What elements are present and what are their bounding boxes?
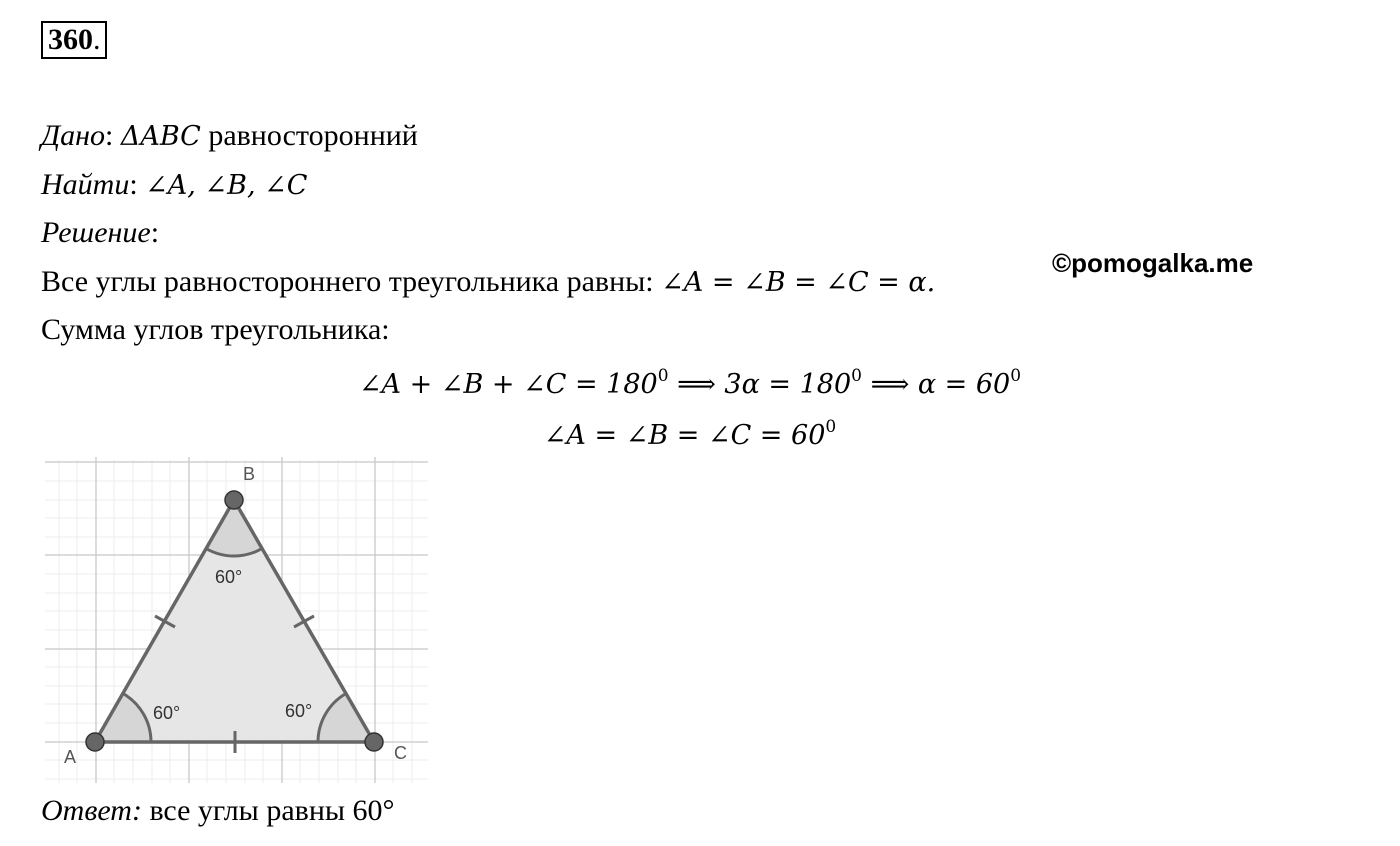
equation-1-rhs: ⟹ α = 60: [861, 369, 1011, 400]
sum-text: Сумма углов треугольника:: [41, 313, 390, 346]
equation-2: [0, 411, 1380, 454]
angle-label-a: 60°: [153, 703, 181, 723]
point-a: [86, 733, 104, 751]
equation-1: [0, 360, 1380, 403]
equation-1-mid: ⟹ 3α = 180: [668, 369, 852, 400]
answer-line: [41, 793, 395, 829]
problem-number: [41, 21, 107, 59]
equation-2-exp: 0: [825, 417, 837, 437]
given-label: Дано: [41, 119, 105, 152]
given-line: [41, 118, 418, 155]
statement-expr: ∠A = ∠B = ∠C = α.: [661, 267, 936, 298]
equation-1-exp3: 0: [1010, 366, 1022, 386]
equation-1-exp1: 0: [657, 366, 669, 386]
problem-number-value: 360: [48, 23, 93, 56]
find-expr: ∠A, ∠B, ∠C: [145, 170, 308, 201]
watermark: ©pomogalka.me: [1052, 248, 1254, 278]
point-c: [365, 733, 383, 751]
equation-2-text: ∠A = ∠B = ∠C = 60: [543, 420, 826, 451]
statement-line: [41, 264, 935, 301]
find-colon: :: [129, 168, 146, 201]
solution-label: Решение: [41, 216, 151, 249]
given-text: равносторонний: [200, 119, 418, 152]
equation-1-exp2: 0: [851, 366, 862, 386]
vertex-label-a: A: [64, 747, 77, 767]
triangle-figure: [40, 455, 435, 785]
angle-label-c: 60°: [285, 701, 313, 721]
given-triangle: ΔABC: [120, 121, 201, 152]
point-b: [225, 491, 243, 509]
vertex-label-b: B: [243, 464, 256, 484]
solution-line: [41, 215, 159, 251]
angle-label-b: 60°: [215, 567, 243, 587]
answer-text: все углы равны 60°: [141, 794, 395, 827]
statement-text: Все углы равностороннего треугольника равны:: [41, 265, 662, 298]
solution-colon: :: [150, 216, 160, 249]
find-line: [41, 167, 307, 204]
answer-label: Ответ:: [41, 794, 142, 827]
given-colon: :: [104, 119, 121, 152]
vertex-label-c: C: [394, 743, 407, 763]
equation-1-lhs: ∠A + ∠B + ∠C = 180: [358, 369, 658, 400]
find-label: Найти: [41, 168, 130, 201]
sum-line: [41, 312, 390, 348]
problem-number-dot: .: [93, 23, 101, 56]
